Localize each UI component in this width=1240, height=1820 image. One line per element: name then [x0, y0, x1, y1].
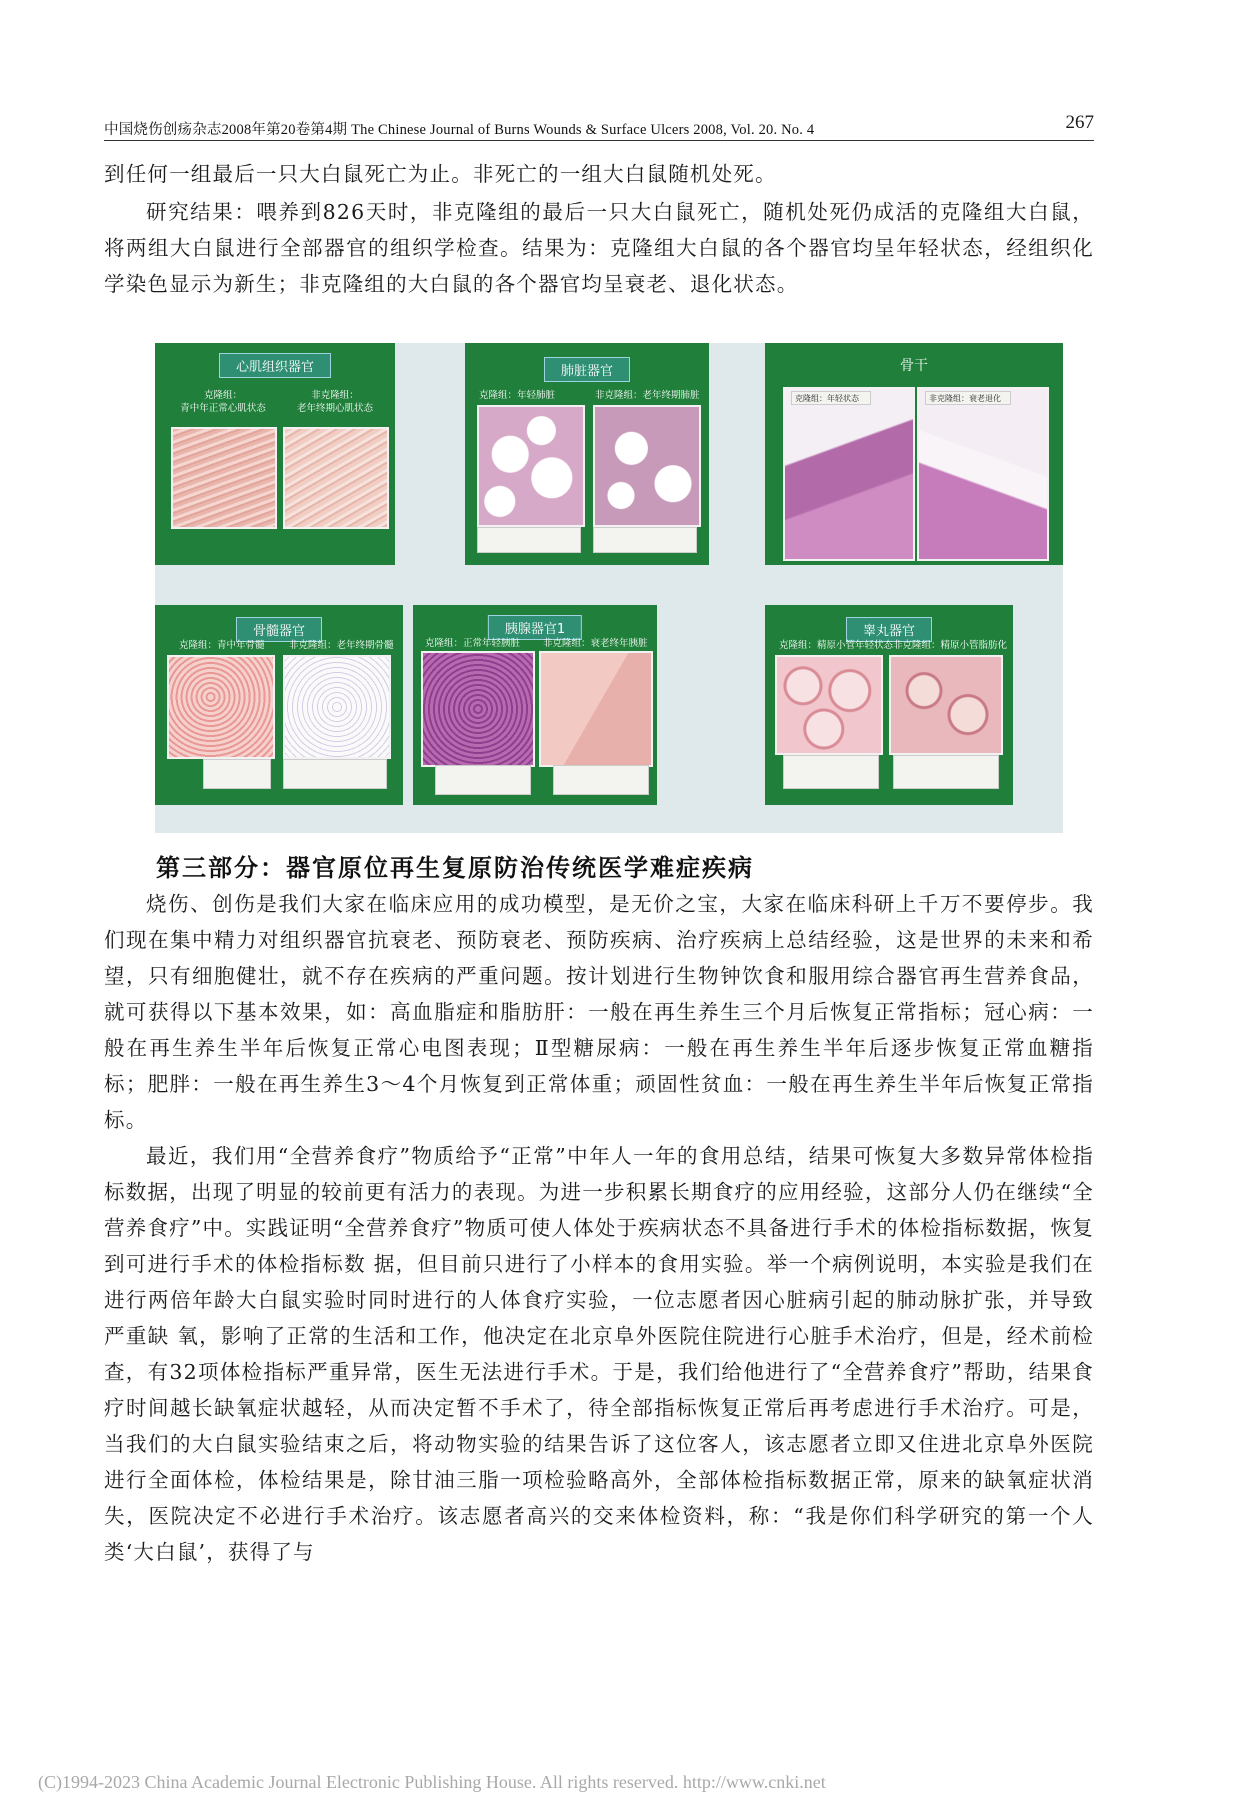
caption-right	[593, 527, 697, 553]
left-label: 克隆组：精原小管年轻状态	[779, 640, 894, 651]
left-label: 克隆组： 青中年正常心肌状态	[180, 390, 266, 414]
histology-figure	[155, 343, 1063, 833]
micrograph-right	[283, 427, 389, 529]
micrograph-left	[477, 405, 585, 527]
panel-title: 骨髓器官	[236, 617, 322, 642]
panel-heart	[155, 343, 395, 565]
panel-title: 肺脏器官	[544, 357, 630, 382]
micrograph-right	[917, 387, 1049, 561]
micrograph-left	[775, 655, 883, 755]
panel-bone-marrow	[155, 605, 403, 805]
right-label: 非克隆组：衰老终年胰脏	[543, 638, 648, 649]
panel-title: 骨干	[900, 358, 928, 374]
caption-right	[283, 759, 387, 789]
panel-bone	[765, 343, 1063, 565]
caption-left	[783, 755, 879, 789]
left-label: 克隆组：年轻肺脏	[479, 390, 556, 401]
micrograph-left	[171, 427, 277, 529]
left-label: 克隆组：青中年骨髓	[179, 640, 265, 651]
panel-title: 睾丸器官	[846, 617, 932, 642]
paragraph-research-results: 研究结果：喂养到826天时，非克隆组的最后一只大白鼠死亡，随机处死仍成活的克隆组大白鼠，将两组大白鼠进行全部器官的组织学检查。结果为：克隆组大白鼠的各个器官均呈年轻状态，经组织化学染色显示为新生；非克隆组的大白鼠的各个器官均呈衰老、退化状态。	[104, 200, 1094, 296]
running-header	[104, 112, 1094, 144]
caption-left	[435, 765, 531, 795]
panel-pancreas	[413, 605, 657, 805]
page-number: 267	[1065, 112, 1094, 133]
micrograph-right	[539, 651, 653, 767]
header-rule	[104, 140, 1094, 141]
copyright-footer: (C)1994-2023 China Academic Journal Electronic Publishing House. All rights reserved. http://www.cnki.net	[38, 1772, 826, 1792]
micrograph-right	[283, 655, 391, 759]
section-heading: 第三部分：器官原位再生复原防治传统医学难症疾病	[156, 854, 754, 882]
micrograph-left	[783, 387, 915, 561]
right-label: 非克隆组：老年终期骨髓	[289, 640, 394, 651]
micrograph-left	[421, 651, 535, 767]
micrograph-right	[889, 655, 1003, 755]
right-label: 非克隆组： 老年终期心肌状态	[296, 390, 373, 414]
journal-citation: 中国烧伤创疡杂志2008年第20卷第4期 The Chinese Journal of Burns Wounds & Surface Ulcers 2008, Vol. 20. No. 4	[104, 122, 815, 138]
micrograph-right	[593, 405, 701, 527]
right-label: 非克隆组：精原小管脂肪化	[893, 640, 1008, 651]
paragraph-burns-trauma: 烧伤、创伤是我们大家在临床应用的成功模型，是无价之宝，大家在临床科研上千万不要停步。我们现在集中精力对组织器官抗衰老、预防衰老、预防疾病、治疗疾病上总结经验，这是世界的未来和希望，只有细胞健壮，就不存在疾病的严重问题。按计划进行生物钟饮食和服用综合器官再生营养食品，就可获得以下基本效果，如：高血脂症和脂肪肝：一般在再生养生三个月后恢复正常指标；冠心病：一般在再生养生半年后恢复正常心电图表现；Ⅱ型糖尿病：一般在再生养生半年后逐步恢复正常血糖指标；肥胖：一般在再生养生3～4个月恢复到正常体重；顽固性贫血：一般在再生养生半年后恢复正常指标。	[104, 892, 1094, 1132]
right-label: 非克隆组：衰老退化	[925, 391, 1011, 405]
left-label: 克隆组：正常年轻胰脏	[425, 638, 521, 649]
caption-left	[203, 759, 271, 789]
micrograph-left	[167, 655, 275, 759]
panel-lung	[465, 343, 709, 565]
caption-left	[477, 527, 581, 553]
paragraph-full-nutrition: 最近，我们用“全营养食疗”物质给予“正常”中年人一年的食用总结，结果可恢复大多数异常体检指标数据，出现了明显的较前更有活力的表现。为进一步积累长期食疗的应用经验，这部分人仍在继续“全营养食疗”中。实践证明“全营养食疗”物质可使人体处于疾病状态不具备进行手术的体检指标数据，恢复到可进行手术的体检指标数 据，但目前只进行了小样本的食用实验。举一个病例说明，本实验是我们在进行两倍年龄大白鼠实验时同时进行的人体食疗实验，一位志愿者因心脏病引起的肺动脉扩张，并导致严重缺 氧，影响了正常的生活和工作，他决定在北京阜外医院住院进行心脏手术治疗，但是，经术前检查，有32项体检指标严重异常，医生无法进行手术。于是，我们给他进行了“全营养食疗”帮助，结果食疗时间越长缺氧症状越轻，从而决定暂不手术了，待全部指标恢复正常后再考虑进行手术治疗。可是，当我们的大白鼠实验结束之后，将动物实验的结果告诉了这位客人，该志愿者立即又住进北京阜外医院进行全面体检，体检结果是，除甘油三脂一项检验略高外，全部体检指标数据正常，原来的缺氧症状消失，医院决定不必进行手术治疗。该志愿者高兴的交来体检资料，称：“我是你们科学研究的第一个人类‘大白鼠’，获得了与	[104, 1144, 1094, 1564]
caption-right	[893, 755, 999, 789]
caption-right	[553, 765, 649, 795]
panel-title: 胰腺器官1	[488, 615, 582, 640]
paragraph-1: 到任何一组最后一只大白鼠死亡为止。非死亡的一组大白鼠随机处死。	[104, 162, 777, 186]
right-label: 非克隆组：老年终期肺脏	[595, 390, 700, 401]
left-label: 克隆组：年轻状态	[791, 391, 871, 405]
panel-testis	[765, 605, 1013, 805]
panel-title: 心肌组织器官	[219, 353, 331, 378]
